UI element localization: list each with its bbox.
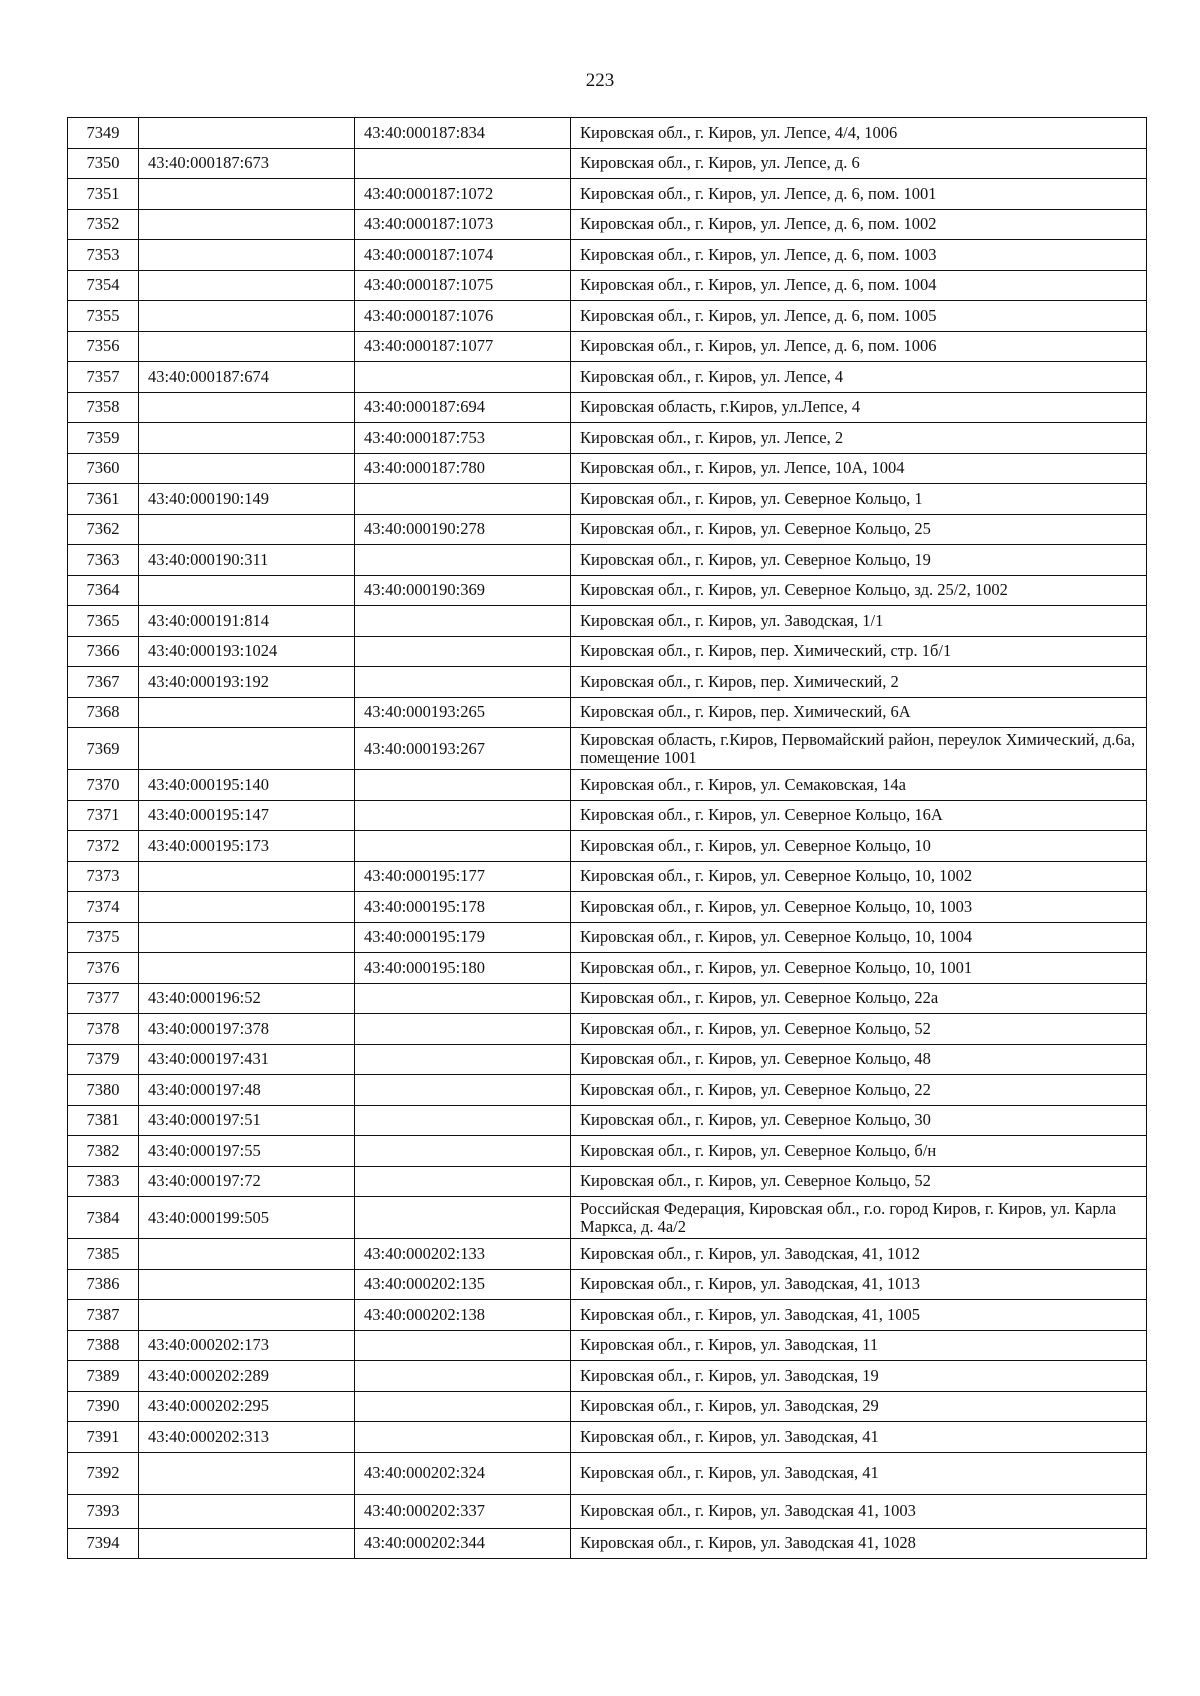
row-number-cell: 7388 [68,1330,139,1361]
land-cadastral-number-cell [139,892,355,923]
object-cadastral-number-cell: 43:40:000187:1077 [355,331,571,362]
table-row [68,392,1147,423]
row-number-cell: 7363 [68,545,139,576]
object-cadastral-number-cell [355,636,571,667]
table-row [68,301,1147,332]
object-cadastral-number-cell: 43:40:000195:179 [355,922,571,953]
row-number-cell: 7375 [68,922,139,953]
row-number-cell: 7381 [68,1105,139,1136]
object-cadastral-number-cell: 43:40:000187:1073 [355,209,571,240]
table-row [68,1014,1147,1045]
address-cell: Кировская обл., г. Киров, ул. Северное Кольцо, 22 [571,1075,1147,1106]
table-row [68,1452,1147,1494]
object-cadastral-number-cell: 43:40:000202:344 [355,1528,571,1559]
table-row [68,667,1147,698]
address-cell: Кировская обл., г. Киров, ул. Лепсе, д. 6, пом. 1002 [571,209,1147,240]
row-number-cell: 7352 [68,209,139,240]
object-cadastral-number-cell [355,1166,571,1197]
land-cadastral-number-cell: 43:40:000193:192 [139,667,355,698]
land-cadastral-number-cell [139,453,355,484]
row-number-cell: 7354 [68,270,139,301]
row-number-cell: 7387 [68,1300,139,1331]
address-cell: Кировская обл., г. Киров, ул. Заводская, 41, 1013 [571,1269,1147,1300]
row-number-cell: 7374 [68,892,139,923]
land-cadastral-number-cell: 43:40:000199:505 [139,1197,355,1239]
row-number-cell: 7379 [68,1044,139,1075]
address-cell: Кировская обл., г. Киров, ул. Лепсе, д. 6, пом. 1003 [571,240,1147,271]
table-row [68,983,1147,1014]
object-cadastral-number-cell: 43:40:000187:753 [355,423,571,454]
address-cell: Кировская область, г.Киров, Первомайский район, переулок Химический, д.6а, помещение 1001 [571,728,1147,770]
land-cadastral-number-cell [139,514,355,545]
row-number-cell: 7367 [68,667,139,698]
land-cadastral-number-cell [139,301,355,332]
land-cadastral-number-cell [139,209,355,240]
land-cadastral-number-cell [139,728,355,770]
object-cadastral-number-cell: 43:40:000187:780 [355,453,571,484]
table-row [68,1044,1147,1075]
table-row [68,892,1147,923]
object-cadastral-number-cell: 43:40:000202:133 [355,1239,571,1270]
address-cell: Кировская обл., г. Киров, ул. Северное Кольцо, б/н [571,1136,1147,1167]
table-row [68,1269,1147,1300]
address-cell: Кировская обл., г. Киров, ул. Заводская, 41, 1005 [571,1300,1147,1331]
object-cadastral-number-cell [355,1391,571,1422]
land-cadastral-number-cell [139,1300,355,1331]
address-cell: Кировская обл., г. Киров, ул. Лепсе, д. 6, пом. 1006 [571,331,1147,362]
row-number-cell: 7394 [68,1528,139,1559]
row-number-cell: 7361 [68,484,139,515]
table-row [68,240,1147,271]
table-row [68,484,1147,515]
object-cadastral-number-cell [355,770,571,801]
object-cadastral-number-cell [355,1044,571,1075]
table-row [68,1422,1147,1453]
table-row [68,453,1147,484]
object-cadastral-number-cell: 43:40:000195:178 [355,892,571,923]
table-row [68,861,1147,892]
object-cadastral-number-cell [355,1361,571,1392]
row-number-cell: 7365 [68,606,139,637]
table-row [68,1300,1147,1331]
table-row [68,118,1147,149]
object-cadastral-number-cell: 43:40:000187:1074 [355,240,571,271]
table-row [68,728,1147,770]
object-cadastral-number-cell: 43:40:000195:180 [355,953,571,984]
row-number-cell: 7366 [68,636,139,667]
object-cadastral-number-cell [355,484,571,515]
row-number-cell: 7364 [68,575,139,606]
address-cell: Кировская обл., г. Киров, ул. Заводская, 11 [571,1330,1147,1361]
row-number-cell: 7350 [68,148,139,179]
land-cadastral-number-cell [139,575,355,606]
row-number-cell: 7392 [68,1452,139,1494]
address-cell: Кировская обл., г. Киров, ул. Лепсе, 10А, 1004 [571,453,1147,484]
land-cadastral-number-cell: 43:40:000195:173 [139,831,355,862]
page-number: 223 [585,70,615,91]
row-number-cell: 7372 [68,831,139,862]
address-cell: Кировская обл., г. Киров, пер. Химический, 6А [571,697,1147,728]
row-number-cell: 7356 [68,331,139,362]
land-cadastral-number-cell [139,922,355,953]
row-number-cell: 7385 [68,1239,139,1270]
land-cadastral-number-cell: 43:40:000190:149 [139,484,355,515]
land-cadastral-number-cell: 43:40:000197:431 [139,1044,355,1075]
table-row [68,1239,1147,1270]
address-cell: Кировская обл., г. Киров, ул. Северное Кольцо, 16А [571,800,1147,831]
address-cell: Кировская обл., г. Киров, ул. Северное Кольцо, 10 [571,831,1147,862]
land-cadastral-number-cell: 43:40:000187:673 [139,148,355,179]
table-row [68,636,1147,667]
table-row [68,800,1147,831]
row-number-cell: 7362 [68,514,139,545]
land-cadastral-number-cell: 43:40:000195:147 [139,800,355,831]
row-number-cell: 7358 [68,392,139,423]
object-cadastral-number-cell [355,1075,571,1106]
address-cell: Кировская обл., г. Киров, ул. Северное Кольцо, 52 [571,1014,1147,1045]
row-number-cell: 7351 [68,179,139,210]
land-cadastral-number-cell [139,1452,355,1494]
table-row [68,1528,1147,1559]
object-cadastral-number-cell: 43:40:000202:324 [355,1452,571,1494]
table-row [68,545,1147,576]
object-cadastral-number-cell [355,1014,571,1045]
table-row [68,1075,1147,1106]
address-cell: Кировская обл., г. Киров, ул. Северное Кольцо, 10, 1004 [571,922,1147,953]
address-cell: Кировская обл., г. Киров, ул. Лепсе, д. 6 [571,148,1147,179]
land-cadastral-number-cell: 43:40:000202:173 [139,1330,355,1361]
row-number-cell: 7353 [68,240,139,271]
address-cell: Кировская обл., г. Киров, ул. Заводская, 29 [571,1391,1147,1422]
row-number-cell: 7369 [68,728,139,770]
table-row [68,1166,1147,1197]
row-number-cell: 7359 [68,423,139,454]
address-cell: Кировская обл., г. Киров, ул. Северное Кольцо, 22а [571,983,1147,1014]
object-cadastral-number-cell [355,831,571,862]
table-row [68,179,1147,210]
land-cadastral-number-cell [139,1528,355,1559]
address-cell: Кировская обл., г. Киров, ул. Северное Кольцо, 52 [571,1166,1147,1197]
address-cell: Кировская обл., г. Киров, ул. Заводская, 41 [571,1422,1147,1453]
address-cell: Кировская обл., г. Киров, ул. Северное Кольцо, 10, 1002 [571,861,1147,892]
address-cell: Российская Федерация, Кировская обл., г.о. город Киров, г. Киров, ул. Карла Маркса, д. 4а/2 [571,1197,1147,1239]
table-row [68,1391,1147,1422]
land-cadastral-number-cell [139,953,355,984]
row-number-cell: 7377 [68,983,139,1014]
land-cadastral-number-cell [139,1494,355,1528]
address-cell: Кировская обл., г. Киров, ул. Заводская 41, 1028 [571,1528,1147,1559]
row-number-cell: 7390 [68,1391,139,1422]
object-cadastral-number-cell [355,606,571,637]
land-cadastral-number-cell [139,331,355,362]
row-number-cell: 7380 [68,1075,139,1106]
table-row [68,148,1147,179]
address-cell: Кировская обл., г. Киров, ул. Северное Кольцо, 10, 1003 [571,892,1147,923]
address-cell: Кировская обл., г. Киров, пер. Химический, стр. 1б/1 [571,636,1147,667]
address-cell: Кировская обл., г. Киров, ул. Заводская, 41 [571,1452,1147,1494]
object-cadastral-number-cell: 43:40:000202:337 [355,1494,571,1528]
address-cell: Кировская обл., г. Киров, ул. Лепсе, 4 [571,362,1147,393]
land-cadastral-number-cell: 43:40:000196:52 [139,983,355,1014]
object-cadastral-number-cell [355,1422,571,1453]
table-row [68,606,1147,637]
address-cell: Кировская обл., г. Киров, ул. Лепсе, д. 6, пом. 1004 [571,270,1147,301]
land-cadastral-number-cell [139,1239,355,1270]
object-cadastral-number-cell: 43:40:000190:278 [355,514,571,545]
registry-table [67,117,1147,1559]
object-cadastral-number-cell [355,983,571,1014]
address-cell: Кировская обл., г. Киров, ул. Заводская, 19 [571,1361,1147,1392]
row-number-cell: 7368 [68,697,139,728]
table-row [68,1197,1147,1239]
table-row [68,331,1147,362]
row-number-cell: 7349 [68,118,139,149]
object-cadastral-number-cell: 43:40:000202:138 [355,1300,571,1331]
row-number-cell: 7360 [68,453,139,484]
address-cell: Кировская обл., г. Киров, ул. Северное Кольцо, 30 [571,1105,1147,1136]
land-cadastral-number-cell: 43:40:000197:378 [139,1014,355,1045]
object-cadastral-number-cell [355,667,571,698]
table-row [68,770,1147,801]
table-row [68,423,1147,454]
land-cadastral-number-cell: 43:40:000202:289 [139,1361,355,1392]
land-cadastral-number-cell [139,861,355,892]
object-cadastral-number-cell [355,1136,571,1167]
row-number-cell: 7376 [68,953,139,984]
table-row [68,1494,1147,1528]
object-cadastral-number-cell [355,800,571,831]
object-cadastral-number-cell [355,545,571,576]
land-cadastral-number-cell: 43:40:000193:1024 [139,636,355,667]
address-cell: Кировская обл., г. Киров, ул. Лепсе, д. 6, пом. 1005 [571,301,1147,332]
object-cadastral-number-cell: 43:40:000187:834 [355,118,571,149]
address-cell: Кировская область, г.Киров, ул.Лепсе, 4 [571,392,1147,423]
land-cadastral-number-cell [139,270,355,301]
object-cadastral-number-cell [355,1105,571,1136]
object-cadastral-number-cell [355,148,571,179]
land-cadastral-number-cell [139,697,355,728]
row-number-cell: 7386 [68,1269,139,1300]
object-cadastral-number-cell: 43:40:000187:694 [355,392,571,423]
object-cadastral-number-cell [355,1330,571,1361]
registry-table-body [68,118,1147,1559]
object-cadastral-number-cell: 43:40:000190:369 [355,575,571,606]
table-row [68,1105,1147,1136]
land-cadastral-number-cell: 43:40:000197:55 [139,1136,355,1167]
table-row [68,1330,1147,1361]
row-number-cell: 7373 [68,861,139,892]
object-cadastral-number-cell [355,362,571,393]
row-number-cell: 7393 [68,1494,139,1528]
address-cell: Кировская обл., г. Киров, ул. Заводская 41, 1003 [571,1494,1147,1528]
land-cadastral-number-cell: 43:40:000191:814 [139,606,355,637]
row-number-cell: 7355 [68,301,139,332]
land-cadastral-number-cell [139,240,355,271]
table-row [68,514,1147,545]
object-cadastral-number-cell [355,1197,571,1239]
address-cell: Кировская обл., г. Киров, ул. Лепсе, 2 [571,423,1147,454]
land-cadastral-number-cell [139,118,355,149]
object-cadastral-number-cell: 43:40:000187:1072 [355,179,571,210]
land-cadastral-number-cell: 43:40:000202:295 [139,1391,355,1422]
table-row [68,1361,1147,1392]
land-cadastral-number-cell: 43:40:000187:674 [139,362,355,393]
table-row [68,362,1147,393]
address-cell: Кировская обл., г. Киров, ул. Лепсе, 4/4, 1006 [571,118,1147,149]
address-cell: Кировская обл., г. Киров, ул. Северное Кольцо, 10, 1001 [571,953,1147,984]
object-cadastral-number-cell: 43:40:000195:177 [355,861,571,892]
land-cadastral-number-cell: 43:40:000190:311 [139,545,355,576]
table-row [68,953,1147,984]
row-number-cell: 7389 [68,1361,139,1392]
row-number-cell: 7378 [68,1014,139,1045]
object-cadastral-number-cell: 43:40:000187:1075 [355,270,571,301]
object-cadastral-number-cell: 43:40:000193:267 [355,728,571,770]
land-cadastral-number-cell [139,1269,355,1300]
row-number-cell: 7382 [68,1136,139,1167]
table-row [68,575,1147,606]
address-cell: Кировская обл., г. Киров, ул. Северное Кольцо, 25 [571,514,1147,545]
address-cell: Кировская обл., г. Киров, ул. Северное Кольцо, 48 [571,1044,1147,1075]
table-row [68,1136,1147,1167]
land-cadastral-number-cell [139,392,355,423]
address-cell: Кировская обл., г. Киров, пер. Химический, 2 [571,667,1147,698]
object-cadastral-number-cell: 43:40:000202:135 [355,1269,571,1300]
address-cell: Кировская обл., г. Киров, ул. Северное Кольцо, зд. 25/2, 1002 [571,575,1147,606]
row-number-cell: 7383 [68,1166,139,1197]
row-number-cell: 7391 [68,1422,139,1453]
row-number-cell: 7357 [68,362,139,393]
land-cadastral-number-cell: 43:40:000197:72 [139,1166,355,1197]
land-cadastral-number-cell: 43:40:000197:48 [139,1075,355,1106]
table-row [68,831,1147,862]
table-row [68,922,1147,953]
land-cadastral-number-cell: 43:40:000202:313 [139,1422,355,1453]
land-cadastral-number-cell [139,423,355,454]
address-cell: Кировская обл., г. Киров, ул. Северное Кольцо, 1 [571,484,1147,515]
table-row [68,209,1147,240]
address-cell: Кировская обл., г. Киров, ул. Лепсе, д. 6, пом. 1001 [571,179,1147,210]
land-cadastral-number-cell: 43:40:000197:51 [139,1105,355,1136]
row-number-cell: 7371 [68,800,139,831]
address-cell: Кировская обл., г. Киров, ул. Северное Кольцо, 19 [571,545,1147,576]
row-number-cell: 7384 [68,1197,139,1239]
address-cell: Кировская обл., г. Киров, ул. Заводская, 41, 1012 [571,1239,1147,1270]
row-number-cell: 7370 [68,770,139,801]
address-cell: Кировская обл., г. Киров, ул. Семаковская, 14а [571,770,1147,801]
object-cadastral-number-cell: 43:40:000187:1076 [355,301,571,332]
land-cadastral-number-cell: 43:40:000195:140 [139,770,355,801]
table-row [68,697,1147,728]
address-cell: Кировская обл., г. Киров, ул. Заводская, 1/1 [571,606,1147,637]
table-row [68,270,1147,301]
land-cadastral-number-cell [139,179,355,210]
object-cadastral-number-cell: 43:40:000193:265 [355,697,571,728]
